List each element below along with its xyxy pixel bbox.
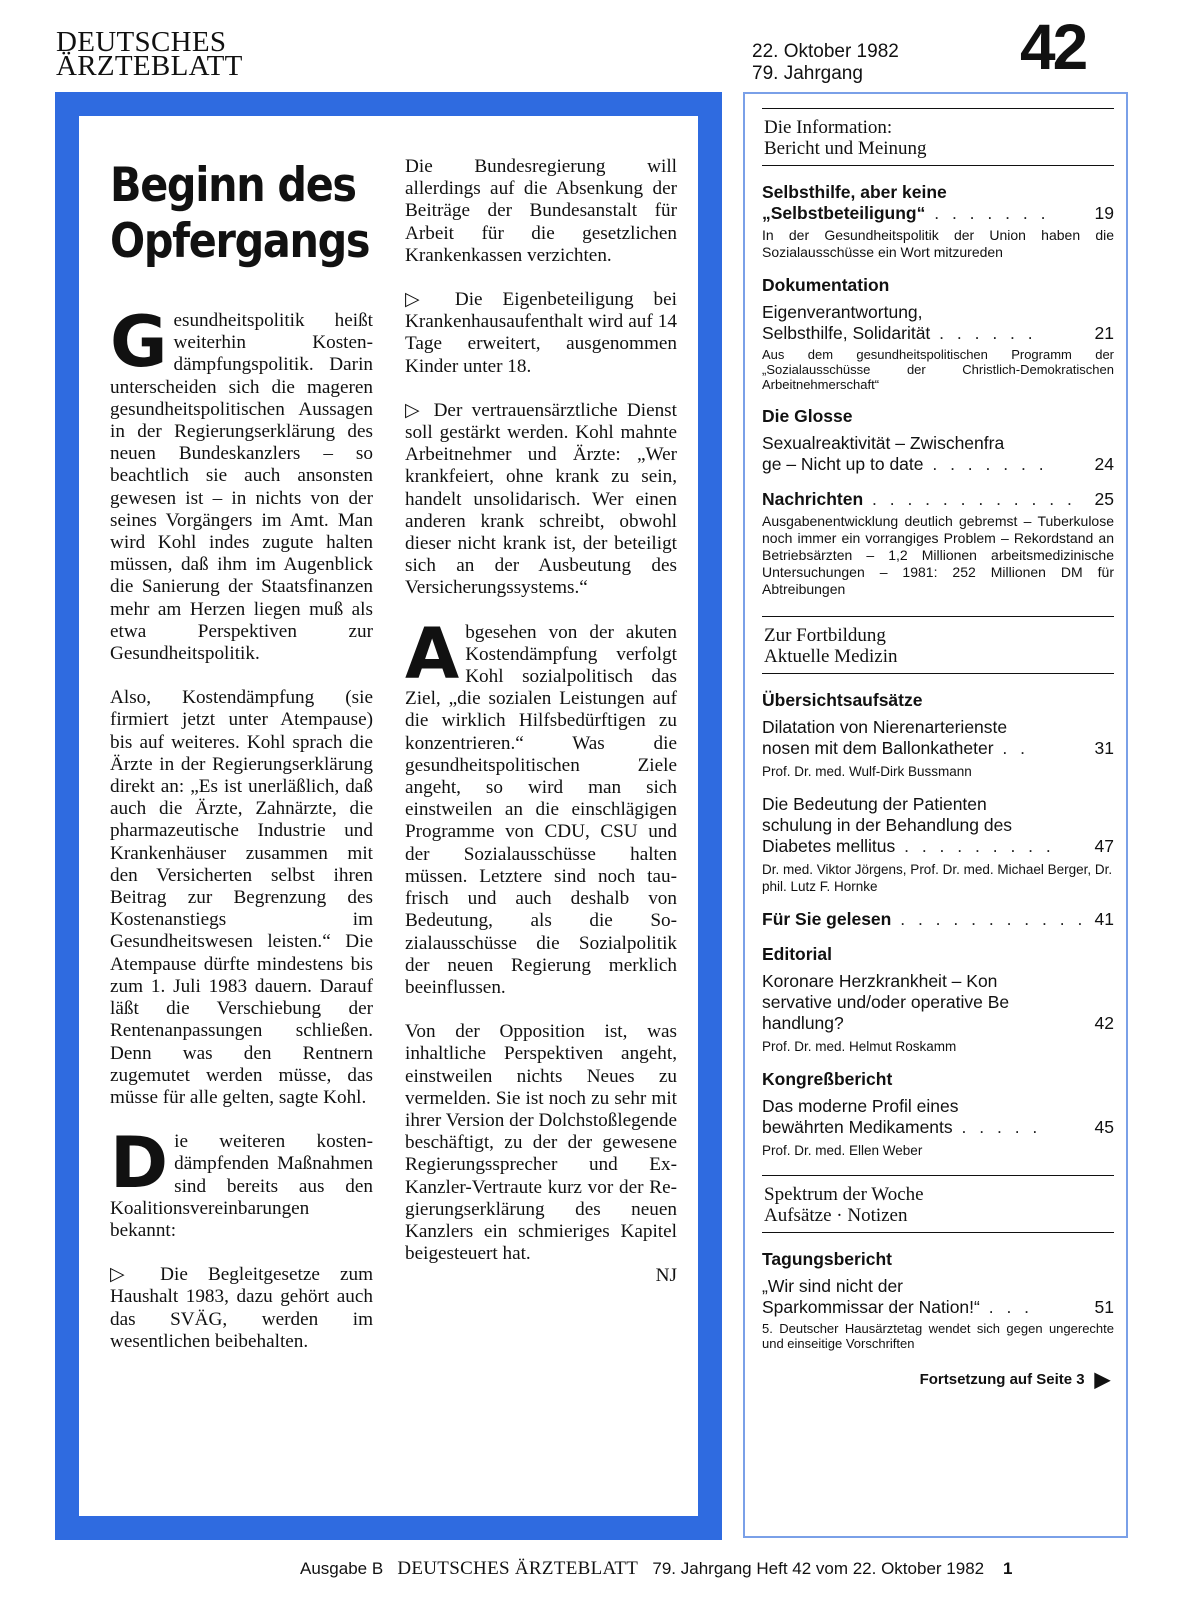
masthead-line-1: DEUTSCHES (56, 26, 227, 58)
toc-entry[interactable]: „Wir sind nicht der Sparkommissar der Nation!“ . . . 51 (762, 1276, 1114, 1317)
entry-title: „Wir sind nicht der (762, 1276, 904, 1296)
entry-author: Prof. Dr. med. Helmut Roskamm (762, 1039, 957, 1054)
entry-title: ge – Nicht up to date (762, 454, 924, 474)
article-paragraph: ▷ Die Eigenbeteiligung bei Krankenhausaufenthalt wird auf 14 Tage erweitert, ausgenommen Kinder unter 18. (405, 289, 677, 377)
entry-page: 19 (1094, 203, 1114, 223)
section-title: Spektrum der Woche (764, 1184, 924, 1205)
article-paragraph: Die Bundesregierung will allerdings auf die Absenkung der Beiträge der Bundesanstalt für Arbeit für die gesetzlichen Krankenkassen verzichten. (405, 156, 677, 266)
entry-title: Sparkommissar der Nation!“ (762, 1297, 980, 1317)
section-subtitle: Bericht und Meinung (764, 138, 927, 159)
toc-entry[interactable]: Selbsthilfe, aber keine „Selbstbeteiligung“ . . . . . . . 19 (762, 182, 1114, 223)
article-paragraph: ▷ Die Begleitgesetze zum Haushalt 1983, dazu gehört auch das SVÄG, werden im wesentlichen beibehalten. (110, 1264, 373, 1352)
toc-entry[interactable] (762, 971, 1114, 1034)
paragraph-text: ie weiteren kostendämpfenden Maßnahmen sind bereits aus den Koalitionsvereinbarungen bekannt: (110, 1131, 373, 1241)
page-footer (300, 1558, 1130, 1580)
issue-date-block (752, 41, 899, 85)
author-signature: NJ (655, 1265, 677, 1287)
drop-cap: G (110, 301, 168, 383)
toc-section-header (762, 617, 1114, 673)
editorial-body (79, 116, 698, 1516)
headline-line-1: Beginn des (110, 158, 356, 213)
entry-title: Eigenverantwortung, (762, 302, 923, 322)
entry-description: Ausgabenentwicklung deutlich gebremst – Tuberkulose noch immer ein vorrangiges Problem – Rekordstand an Betriebsärzten – 1,2 Millionen arbeitsmedizinische Untersuchungen – 1981: 252 Millionen DM für Abtreibungen (762, 513, 1114, 597)
entry-page: 25 (1094, 489, 1114, 509)
article-paragraph (405, 612, 677, 999)
entry-title: Selbsthilfe, Solidarität (762, 323, 931, 343)
entry-author: Prof. Dr. med. Wulf-Dirk Bussmann (762, 764, 972, 779)
entry-page: 24 (1094, 454, 1114, 474)
entry-title: bewährten Medikaments (762, 1117, 953, 1137)
section-subtitle: Aufsätze · Notizen (764, 1205, 908, 1226)
toc-category: Editorial (762, 944, 833, 964)
entry-description: In der Gesundheitspolitik der Union haben die Sozialausschüsse ein Wort mitzureden (762, 227, 1114, 260)
article-column-right (405, 156, 677, 1516)
entry-title: schulung in der Behandlung des (762, 815, 1013, 835)
entry-title: Das moderne Profil eines (762, 1096, 959, 1116)
entry-page: 51 (1094, 1297, 1114, 1317)
article-headline (110, 158, 383, 270)
journal-masthead (56, 26, 316, 82)
toc-entry[interactable]: Eigenverantwortung, Selbsthilfe, Solidarität . . . . . . 21 (762, 302, 1114, 343)
article-paragraph: ▷ Der vertrauensärztliche Dienst soll gestärkt werden. Kohl mahnte Arbeitnehmer und Ärzte: „Wer krankfeiert, ohne krank zu sein, handelt unsolidarisch. Wer einen anderen krank schreibt, obwohl dieser nicht krank ist, der beteiligt sich an der Ausbeutung des Versicherungssystems.“ (405, 399, 677, 599)
entry-title: Selbsthilfe, aber keine (762, 182, 947, 202)
entry-title: Diabetes mellitus (762, 836, 896, 856)
toc-entry[interactable]: Sexualreaktivität – Zwischenfra ge – Nicht up to date . . . . . . . 24 (762, 433, 1114, 474)
drop-cap: A (405, 612, 460, 695)
issue-number: 42 (1020, 11, 1086, 83)
footer-issue-info: 79. Jahrgang Heft 42 vom 22. Oktober 1982 (652, 1559, 985, 1578)
section-rule (762, 165, 1114, 166)
entry-title: Dilatation von Nierenarterienste (762, 717, 1008, 737)
section-title: Die Information: (764, 117, 893, 138)
entry-title: Nachrichten (762, 489, 864, 509)
article-paragraph (110, 301, 373, 665)
headline-line-2: Opfergangs (110, 214, 370, 269)
entry-page: 47 (1094, 836, 1114, 856)
entry-title: nosen mit dem Ballonkatheter (762, 738, 994, 758)
section-rule (762, 1232, 1114, 1233)
toc-entry[interactable]: Dilatation von Nierenarterienste nosen mit dem Ballonkatheter . . 31 (762, 717, 1114, 758)
article-column-left (110, 116, 373, 1516)
toc-category: Übersichtsaufsätze (762, 690, 923, 710)
toc-entry[interactable]: Das moderne Profil eines bewährten Medikaments . . . . . 45 (762, 1096, 1114, 1137)
section-rule (762, 673, 1114, 674)
toc-category: Die Glosse (762, 406, 853, 426)
section-subtitle: Aktuelle Medizin (764, 646, 898, 667)
issue-year: 79. Jahrgang (752, 63, 863, 84)
entry-page: 45 (1094, 1117, 1114, 1137)
entry-page: 21 (1094, 323, 1114, 343)
toc-section-header (762, 1176, 1114, 1232)
entry-title: servative und/oder operative Be (762, 992, 1010, 1012)
entry-title: Sexualreaktivität – Zwischenfra (762, 433, 1005, 453)
table-of-contents (762, 108, 1114, 1392)
continued-text: Fortsetzung auf Seite 3 (919, 1371, 1085, 1388)
paragraph-text: esundheitspolitik heißt weiterhin Kostendämpfungspolitik. Darin unterscheiden sich die mageren gesundheitspolitischen Aussagen in der Regierungserklärung des neuen Bundeskanzlers – so beachtlich sie auch ansonsten gewesen ist – in nichts von der seines Vorgängers im Amt. Man wird Kohl indes zugute halten müssen, daß ihm im Augenblick die Sanierung der Staatsfinanzen mehr am Herzen liegen muß als etwa Perspektiven zur Gesundheitspolitik. (110, 310, 373, 665)
continued-link[interactable] (762, 1367, 1114, 1392)
article-paragraph: Von der Opposition ist, was inhaltliche Perspektiven angeht, einstweilen nichts Neues zu vermelden. Sie ist noch zu sehr mit ihrer Version der Dolchstoßlegende beschäftigt, zu der der gewesene Regierungssprecher und Ex-Kanzler-Vertraute kurz vor der Regierungserklärung des neuen Kanzlers ein schmieriges Kapitel beigesteuert hat. (405, 1021, 677, 1265)
toc-entry[interactable]: Die Bedeutung der Patienten schulung in der Behandlung des Diabetes mellitus . . . . . . . . . 47 (762, 794, 1114, 856)
entry-title: Koronare Herzkrankheit – Kon (762, 971, 998, 991)
article-paragraph: Also, Kostendämpfung (sie firmiert jetzt unter Atempause) bis auf weiteres. Kohl sprach die Ärzte in der Regierungserklärung direkt an: „Es ist unerläßlich, daß auch die Ärzte, Zahnärzte, die pharmazeutische Industrie und Krankenhäuser zusammen mit den Versicherten selbst ihren Beitrag zur Begrenzung des Kostenanstiegs im Gesundheitswesen leisten.“ Die Atempause dürfte mindestens bis zum 1. Juli 1983 dauern. Darauf läßt die Verschiebung der Rentenanpassungen schließen. Denn was den Rentnern zugemutet werden müsse, das müsse für alle gelten, sagte Kohl. (110, 687, 373, 1108)
entry-title: Die Bedeutung der Patienten (762, 794, 987, 814)
drop-cap: D (110, 1122, 169, 1205)
entry-author: Dr. med. Viktor Jörgens, Prof. Dr. med. Michael Berger, Dr. phil. Lutz F. Hornke (762, 862, 1113, 894)
entry-description: Aus dem gesundheitspolitischen Programm der „Sozialausschüsse der Christlich-Demokratischen Arbeitnehmerschaft“ (762, 347, 1114, 392)
entry-page: 41 (1094, 909, 1114, 929)
entry-page: 42 (1094, 1013, 1114, 1033)
editorial-frame (55, 92, 722, 1540)
entry-title: handlung? (762, 1013, 844, 1033)
toc-entry[interactable]: Für Sie gelesen . . . . . . . . . . . 41 (762, 909, 1114, 929)
entry-page: 31 (1094, 738, 1114, 758)
entry-title: „Selbstbeteiligung“ (762, 203, 926, 223)
toc-category: Dokumentation (762, 275, 890, 295)
toc-entry[interactable]: Nachrichten . . . . . . . . . . . . 25 (762, 489, 1114, 509)
footer-page-number: 1 (1003, 1559, 1013, 1578)
footer-journal: DEUTSCHES ÄRZTEBLATT (397, 1558, 639, 1579)
toc-category: Kongreßbericht (762, 1069, 893, 1089)
entry-author: Prof. Dr. med. Ellen Weber (762, 1143, 923, 1158)
article-paragraph (110, 1122, 373, 1242)
toc-section-header (762, 109, 1114, 165)
issue-date: 22. Oktober 1982 (752, 41, 899, 62)
paragraph-text: bgesehen von der akuten Kostendämpfung verfolgt Kohl sozialpolitisch das Ziel, „die sozialen Leistungen auf die wirklich Hilfsbedürftigen zu konzentrieren.“ Was die gesundheitspolitischen Ziele angeht, so wird man sich einstweilen an die einschlägigen Programme von CDU, CSU und der Sozialausschüsse halten müssen. Letztere sind noch taufrisch und auch deshalb von Bedeutung, als die Sozialausschüsse die Sozialpolitik der neuen Regierung merklich beeinflussen. (405, 621, 677, 998)
section-title: Zur Fortbildung (764, 625, 886, 646)
entry-title: Für Sie gelesen (762, 909, 892, 929)
footer-edition: Ausgabe B (300, 1559, 384, 1578)
masthead-line-2: ÄRZTEBLATT (56, 50, 243, 82)
entry-description: 5. Deutscher Hausärztetag wendet sich gegen ungerechte und einseitige Vorschriften (762, 1321, 1114, 1351)
toc-category: Tagungsbericht (762, 1249, 892, 1269)
arrow-right-icon: ▶ (1094, 1369, 1110, 1391)
